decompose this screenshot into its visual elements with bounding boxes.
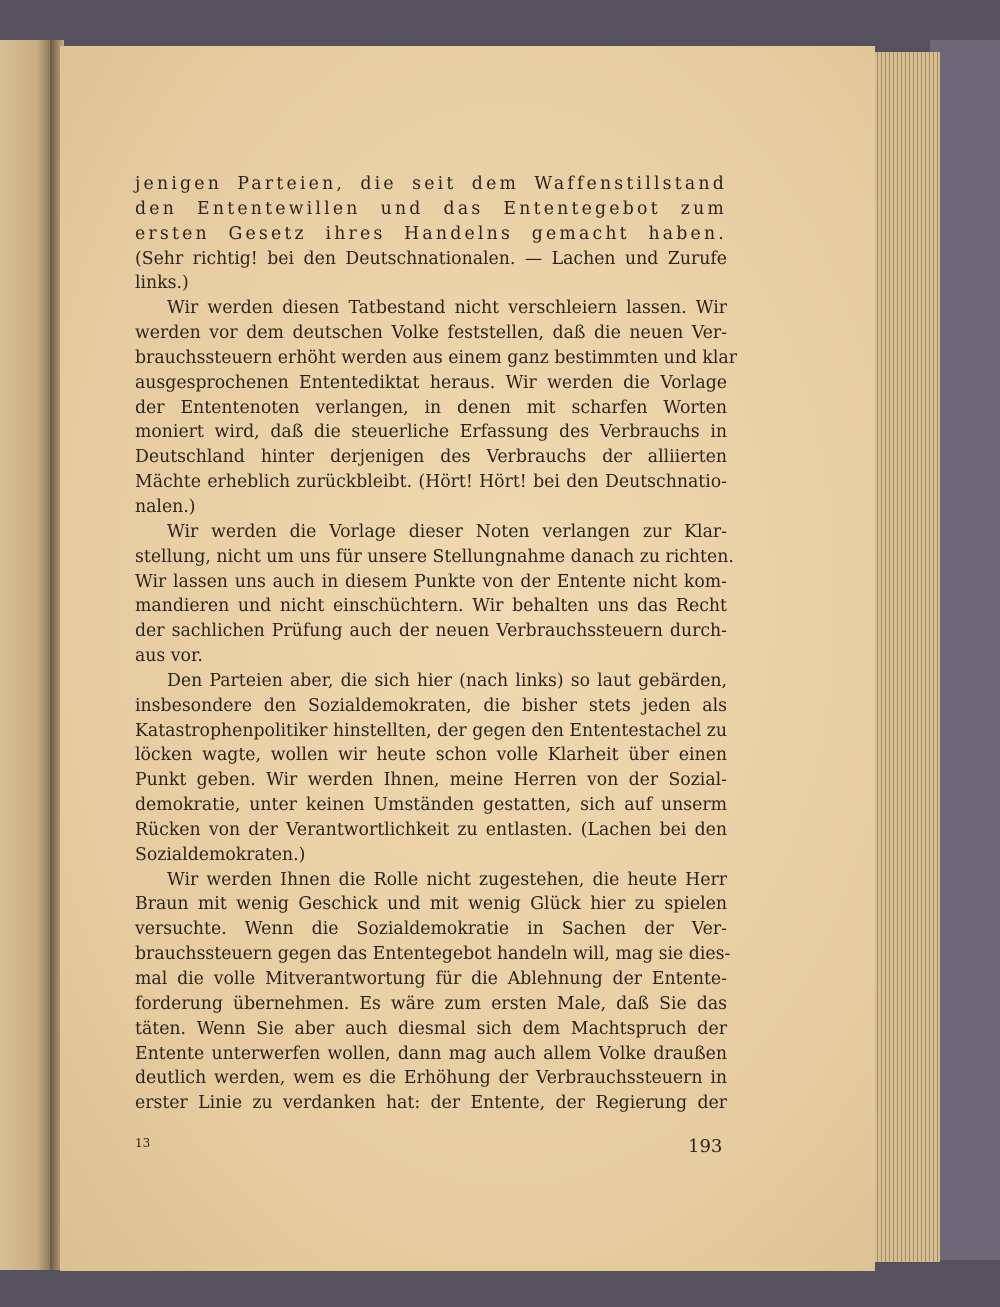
text-line: Entente unterwerfen wollen, dann mag auch allem Volke draußen — [135, 1043, 727, 1064]
text-line: täten. Wenn Sie aber auch diesmal sich dem Machtspruch der — [135, 1018, 727, 1039]
text-line: werden vor dem deutschen Volke feststellen, daß die neuen Ver- — [135, 323, 727, 344]
text-line: der sachlichen Prüfung auch der neuen Verbrauchssteuern durch- — [135, 621, 727, 642]
text-line: den Ententewillen und das Ententegebot zum — [135, 198, 727, 219]
text-line: nalen.) — [135, 496, 196, 517]
text-line: Katastrophenpolitiker hinstellten, der gegen den Ententestachel zu — [135, 720, 727, 741]
text-line: insbesondere den Sozialdemokraten, die bisher stets jeden als — [135, 695, 727, 716]
text-line: Punkt geben. Wir werden Ihnen, meine Herren von der Sozial- — [135, 770, 727, 791]
page-number: 193 — [688, 1136, 723, 1157]
text-line: der Ententenoten verlangen, in denen mit scharfen Worten — [135, 397, 727, 418]
text-line: brauchssteuern gegen das Ententegebot handeln will, mag sie dies- — [135, 944, 731, 965]
text-line: forderung übernehmen. Es wäre zum ersten Male, daß Sie das — [135, 993, 727, 1014]
text-line: aus vor. — [135, 646, 203, 667]
text-line: versuchte. Wenn die Sozialdemokratie in Sachen der Ver- — [135, 919, 727, 940]
text-line: jenigen Parteien, die seit dem Waffenstillstand — [135, 174, 727, 194]
text-line: Wir lassen uns auch in diesem Punkte von der Entente nicht kom- — [135, 571, 727, 592]
text-line: Wir werden diesen Tatbestand nicht verschleiern lassen. Wir — [167, 298, 727, 319]
left-facing-page — [0, 40, 52, 1270]
text-line: erster Linie zu verdanken hat: der Entente, der Regierung der — [135, 1093, 727, 1114]
page-stack-edge — [870, 52, 940, 1262]
text-line: löcken wagte, wollen wir heute schon volle Klarheit über einen — [135, 745, 727, 766]
signature-mark: 13 — [135, 1136, 151, 1150]
text-line: stellung, nicht um uns für unsere Stellungnahme danach zu richten. — [135, 546, 734, 567]
text-line: links.) — [135, 273, 189, 294]
text-line: Braun mit wenig Geschick und mit wenig Glück hier zu spielen — [135, 894, 727, 915]
text-line: Mächte erheblich zurückbleibt. (Hört! Hört! bei den Deutschnatio- — [135, 472, 727, 493]
text-line: Sozialdemokraten.) — [135, 844, 306, 865]
text-line: mandieren und nicht einschüchtern. Wir behalten uns das Recht — [135, 596, 727, 617]
text-line: Deutschland hinter derjenigen des Verbrauchs der alliierten — [135, 447, 727, 468]
text-line: Den Parteien aber, die sich hier (nach links) so laut gebärden, — [167, 670, 727, 691]
text-line: demokratie, unter keinen Umständen gestatten, sich auf unserm — [135, 795, 727, 816]
text-line: ausgesprochenen Ententediktat heraus. Wir werden die Vorlage — [135, 372, 727, 393]
text-line: ersten Gesetz ihres Handelns gemacht haben. — [135, 223, 727, 244]
text-line: Wir werden Ihnen die Rolle nicht zugestehen, die heute Herr — [167, 869, 727, 890]
text-line: (Sehr richtig! bei den Deutschnationalen. — Lachen und Zurufe — [135, 248, 727, 269]
text-line: brauchssteuern erhöht werden aus einem ganz bestimmten und klar — [135, 347, 737, 368]
text-line: Wir werden die Vorlage dieser Noten verlangen zur Klar- — [167, 521, 727, 542]
text-line: deutlich werden, wem es die Erhöhung der Verbrauchssteuern in — [135, 1068, 727, 1089]
text-line: mal die volle Mitverantwortung für die Ablehnung der Entente- — [135, 969, 727, 989]
text-line: moniert wird, daß die steuerliche Erfassung des Verbrauchs in — [135, 422, 727, 443]
book-cover-edge — [930, 40, 1000, 1260]
page-body-text — [135, 172, 737, 1116]
text-line: Rücken von der Verantwortlichkeit zu entlasten. (Lachen bei den — [135, 819, 727, 840]
